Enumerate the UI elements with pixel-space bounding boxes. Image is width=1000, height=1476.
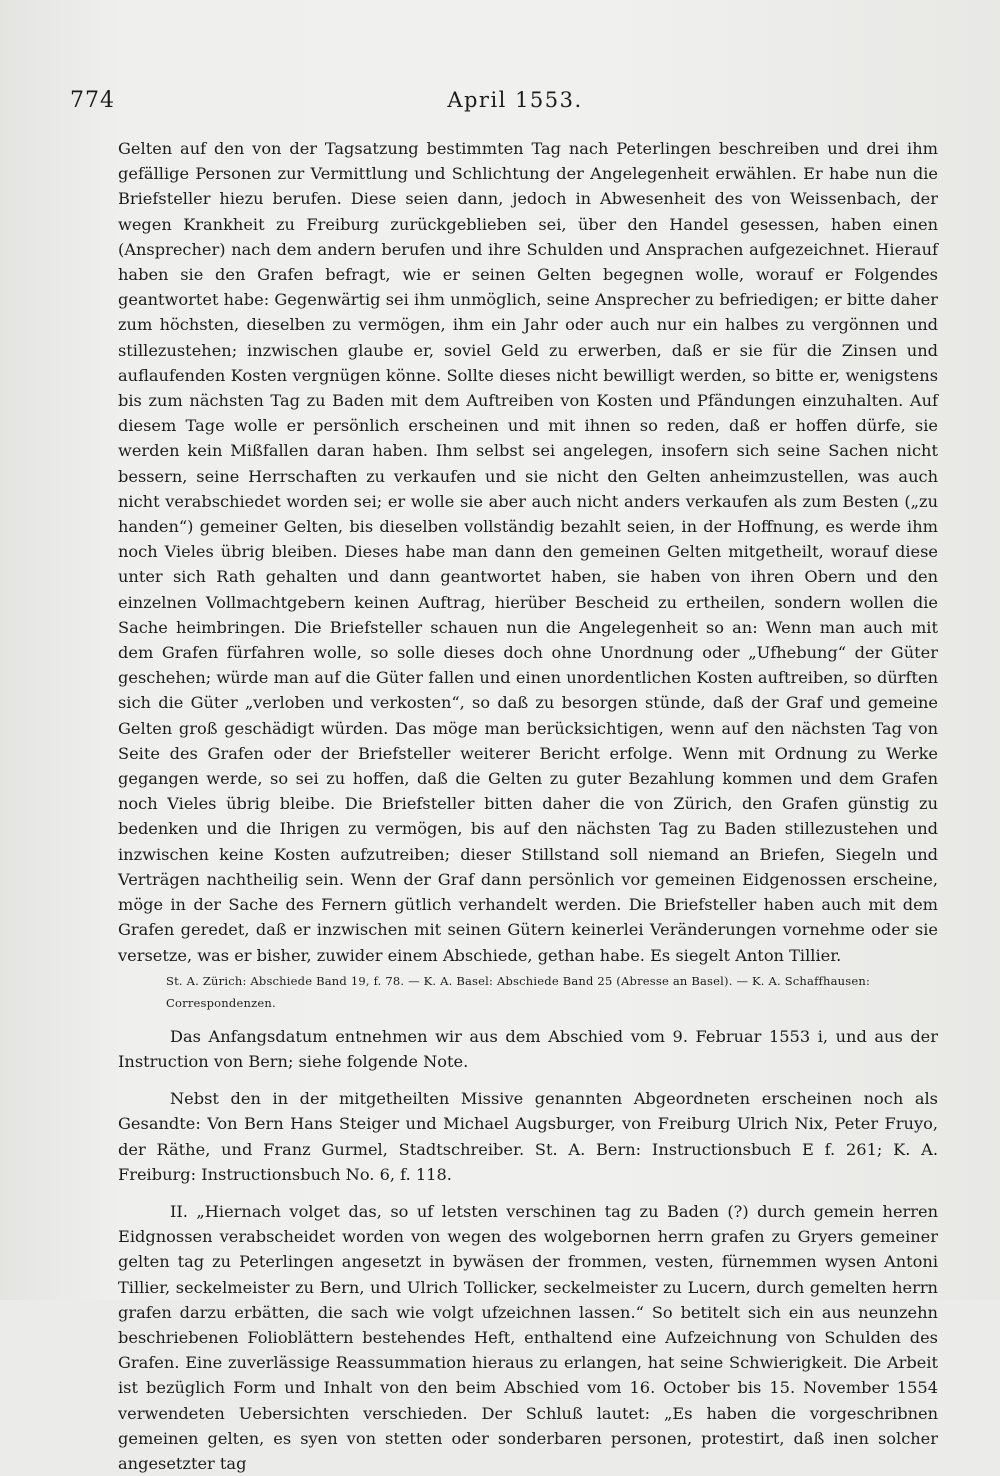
document-body [118, 136, 938, 1476]
paragraph-envoys-note: Nebst den in der mitgetheilten Missive genannten Abgeordneten erscheinen noch als Gesandte: Von Bern Hans Steiger und Michael Augsburger, von Freiburg Ulrich Nix, Peter Fruyo, der Räthe, und Franz Gurmel, Stadtschreiber. St. A. Bern: Instructionsbuch E f. 261; K. A. Freiburg: Instructionsbuch No. 6, f. 118. [118, 1089, 938, 1184]
page-header [70, 88, 940, 116]
paragraph-letter-summary: Gelten auf den von der Tagsatzung bestimmten Tag nach Peterlingen beschreiben und drei ihm gefällige Personen zur Vermittlung und Schlichtung der Angelegenheit erwählen. Er habe nun die Briefsteller hiezu berufen. Diese seien dann, jedoch in Abwesenheit des von Weissenbach, der wegen Krankheit zu Freiburg zurückgeblieben sei, über den Handel gesessen, haben einen (Ansprecher) nach dem andern berufen und ihre Schulden und Ansprachen aufgezeichnet. Hierauf haben sie den Grafen befragt, wie er seinen Gelten begegnen wolle, worauf er Folgendes geantwortet habe: Gegenwärtig sei ihm unmöglich, seine Ansprecher zu befriedigen; er bitte daher zum höchsten, dieselben zu vermögen, ihm ein Jahr oder auch nur ein halbes zu vergönnen und stillezustehen; inzwischen glaube er, soviel Geld zu erwerben, daß er sie für die Zinsen und auflaufenden Kosten vergnügen könne. Sollte dieses nicht bewilligt werden, so bitte er, wenigstens bis zum nächsten Tag zu Baden mit dem Auftreiben von Kosten und Pfändungen einzuhalten. Auf diesem Tage wolle er persönlich erscheinen und mit ihnen so reden, daß er hoffen dürfe, sie werden kein Mißfallen daran haben. Ihm selbst sei angelegen, insofern sich seine Sachen nicht bessern, seine Herrschaften zu verkaufen und sie nicht den Gelten anheimzustellen, was auch nicht verabschiedet worden sei; er wolle sie aber auch nicht anders verkaufen als zum Besten („zu handen“) gemeiner Gelten, bis dieselben vollständig bezahlt seien, in der Hoffnung, es werde ihm noch Vieles übrig bleiben. Dieses habe man dann den gemeinen Gelten mitgetheilt, worauf diese unter sich Rath gehalten und dann geantwortet haben, sie haben von ihren Obern und den einzelnen Vollmachtgebern keinen Auftrag, hierüber Bescheid zu ertheilen, sondern wollen die Sache heimbringen. Die Briefsteller schauen nun die Angelegenheit so an: Wenn man auch mit dem Grafen fürfahren wolle, so solle dieses doch ohne Unordnung oder „Ufhebung“ der Güter geschehen; würde man auf die Güter fallen und einen unordentlichen Kosten auftreiben, so dürften sich die Güter „verloben und verkosten“, so daß zu besorgen stünde, daß der Graf und gemeine Gelten groß geschädigt würden. Das möge man berücksichtigen, wenn auf den nächsten Tag von Seite des Grafen oder der Briefsteller weiterer Bericht erfolge. Wenn mit Ordnung zu Werke gegangen werde, so sei zu hoffen, daß die Gelten zu guter Bezahlung kommen und dem Grafen noch Vieles übrig bleibe. Die Briefsteller bitten daher die von Zürich, den Grafen günstig zu bedenken und die Ihrigen zu vermögen, bis auf den nächsten Tag zu Baden stillezustehen und inzwischen keine Kosten aufzutreiben; dieser Stillstand soll niemand an Briefen, Siegeln und Verträgen nachtheilig sein. Wenn der Graf dann persönlich vor gemeinen Eidgenossen erscheine, möge in der Sache des Fernern gütlich verhandelt werden. Die Briefsteller haben auch mit dem Grafen geredet, daß er inzwischen mit seinen Gütern keinerlei Veränderungen vornehme oder sie versetze, was er bisher, zuwider einem Abschiede, gethan habe. Es siegelt Anton Tillier. [118, 139, 938, 965]
running-title: April 1553. [447, 88, 583, 112]
paragraph-date-note: Das Anfangsdatum entnehmen wir aus dem Abschied vom 9. Februar 1553 i, und aus der Instruction von Bern; siehe folgende Note. [118, 1026, 938, 1071]
page-number: 774 [70, 88, 115, 113]
paragraph-gap [118, 1187, 938, 1199]
paragraph-section-two: II. „Hiernach volget das, so uf letsten verschinen tag zu Baden (?) durch gemein herren Eidgnossen verabscheidet worden von wegen des wolgebornen herrn grafen zu Gryers gemeiner gelten tag zu Peterlingen angesetzt in bywäsen der frommen, vesten, fürnemmen wysen Antoni Tillier, seckelmeister zu Bern, und Ulrich Tollicker, seckelmeister zu Lucern, durch gemelten herrn grafen darzu erbätten, die sach wie volgt ufzeichnen lassen.“ So betitelt sich ein aus neunzehn beschriebenen Folioblättern bestehendes Heft, enthaltend eine Aufzeichnung von Schulden des Grafen. Eine zuverlässige Reassummation hieraus zu erlangen, hat seine Schwierigkeit. Die Arbeit ist bezüglich Form und Inhalt von den beim Abschied vom 16. October bis 15. November 1554 verwendeten Uebersichten verschieden. Der Schluß lautet: „Es haben die vorgeschribnen gemeinen gelten, es syen von stetten oder sonderbaren personen, protestirt, daß inen solcher angesetzter tag [118, 1201, 938, 1473]
archive-citation: St. A. Zürich: Abschiede Band 19, f. 78. — K. A. Basel: Abschiede Band 25 (Abresse an Basel). — K. A. Schaffhausen: Correspondenzen. [166, 973, 871, 1010]
paragraph-gap [118, 1074, 938, 1086]
